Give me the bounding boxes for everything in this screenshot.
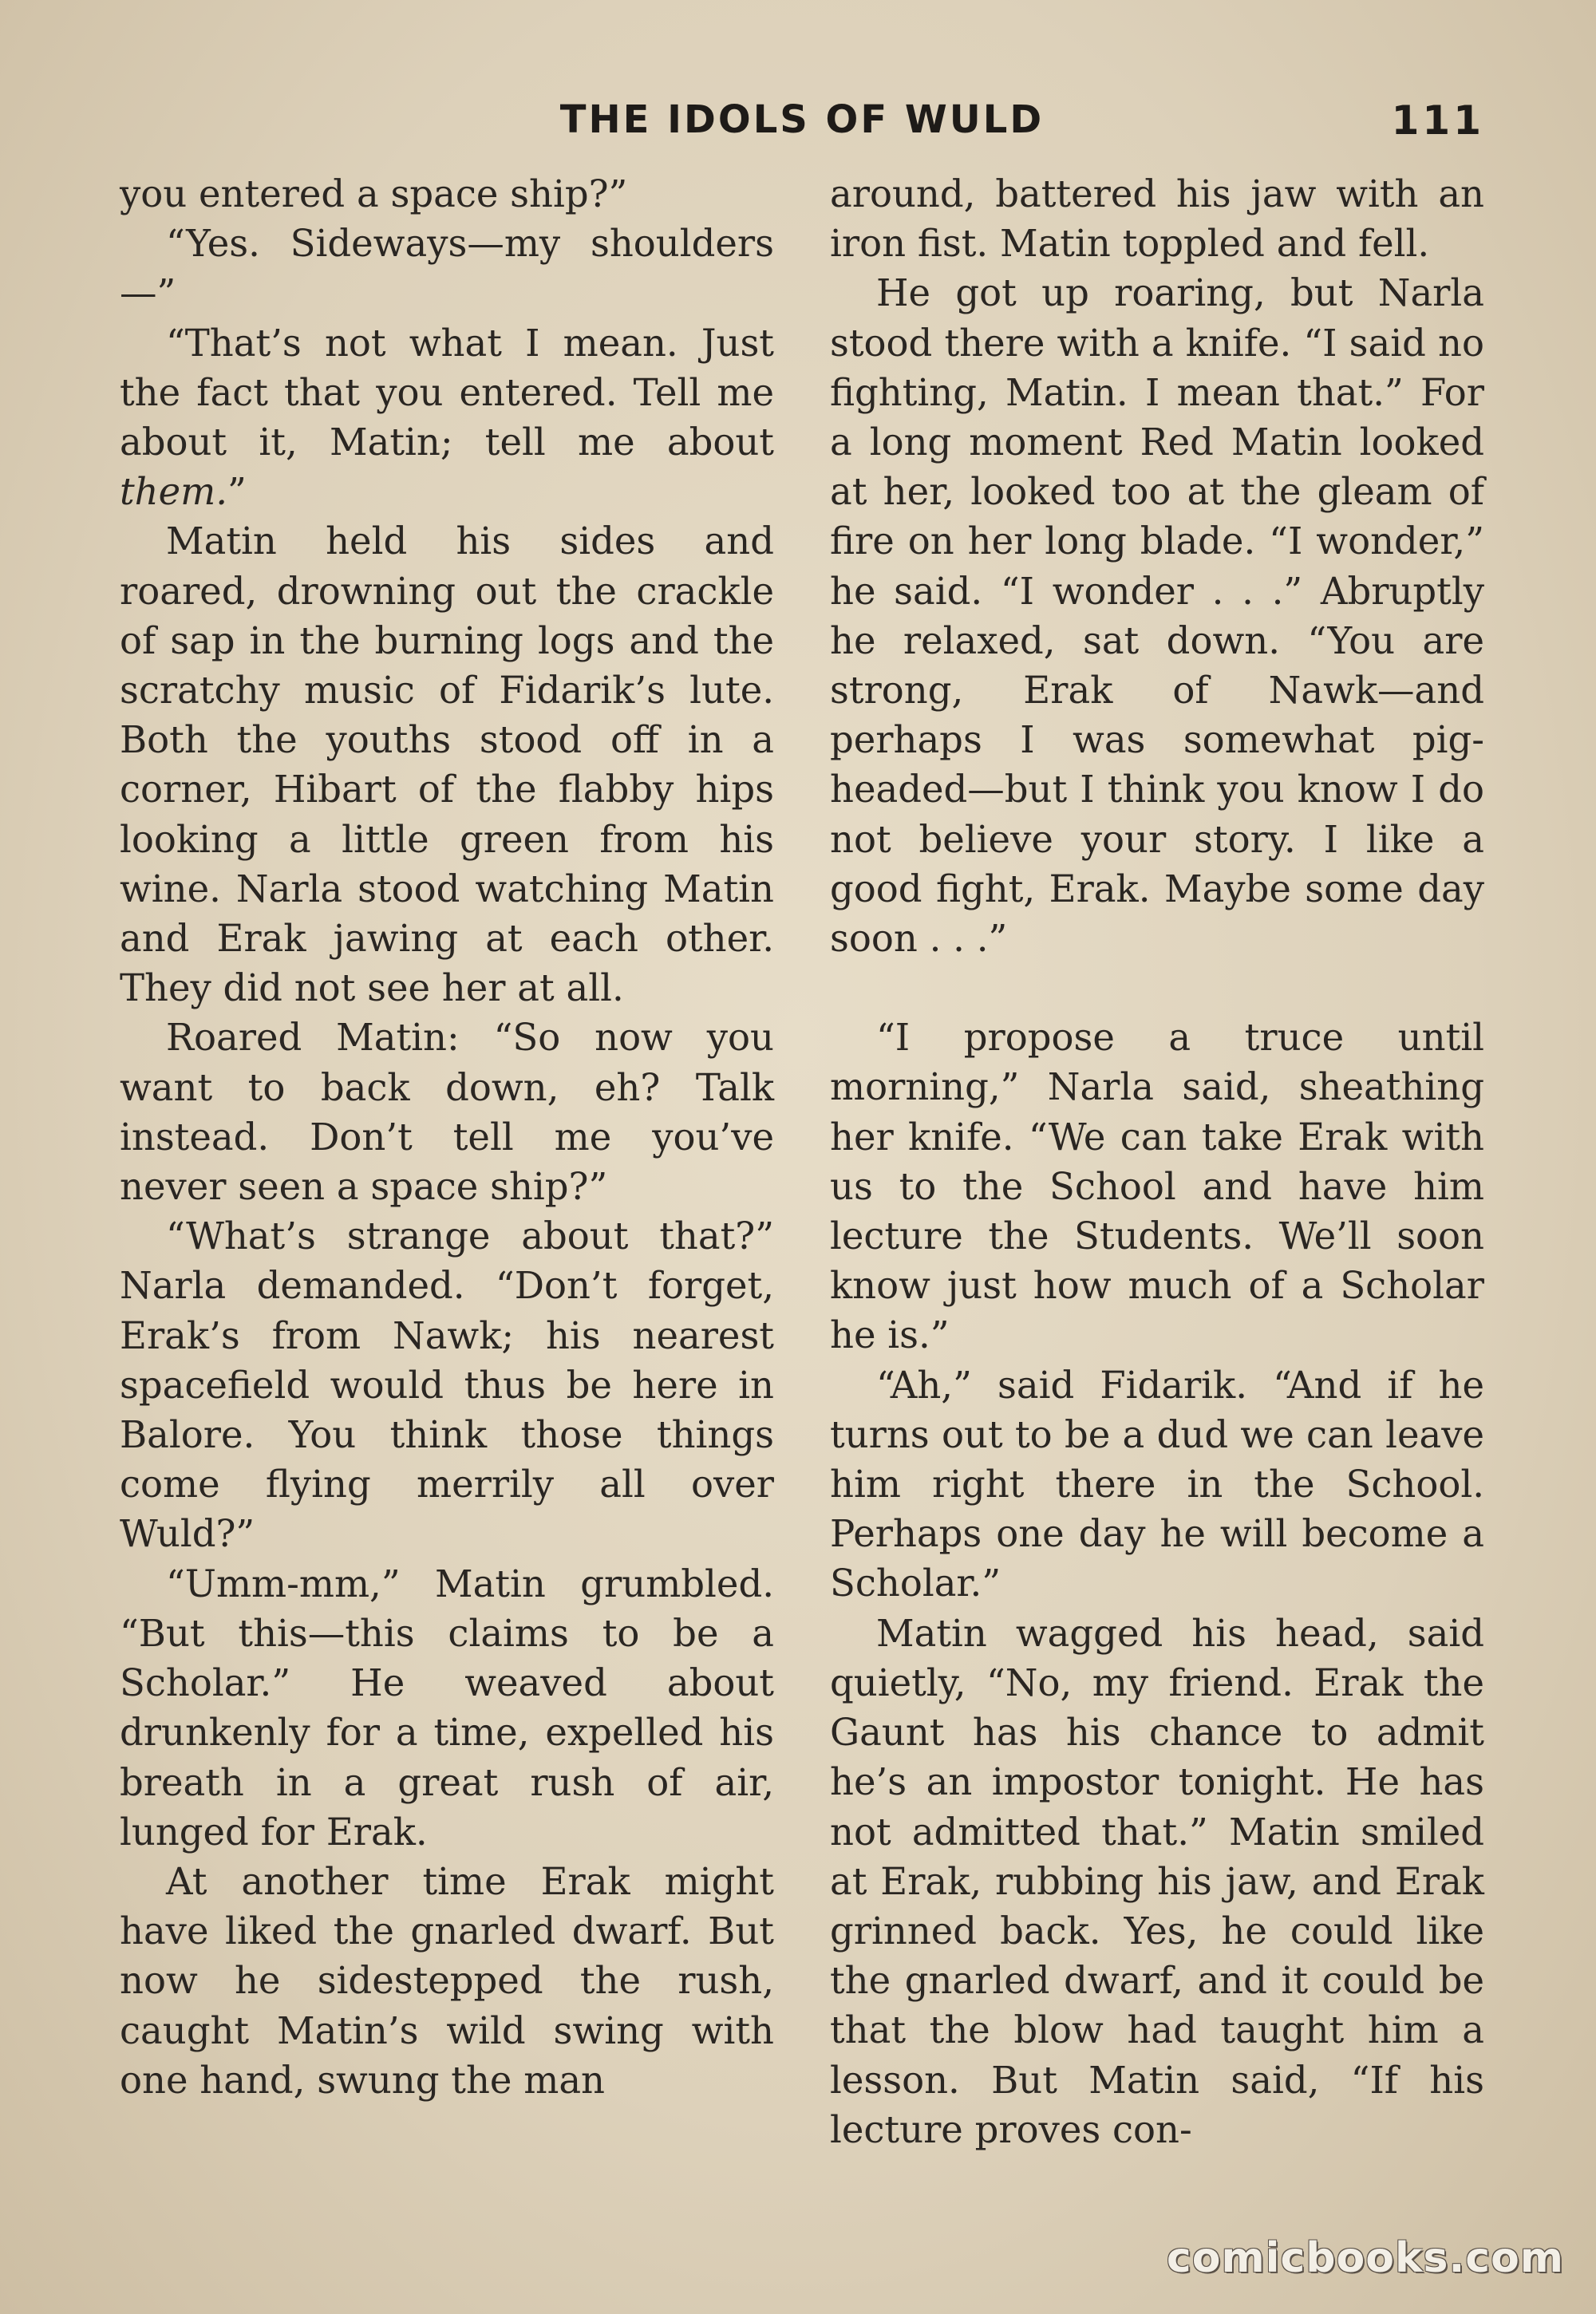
watermark-logo: comicbooks.com [1166, 2234, 1564, 2282]
left-column [120, 169, 774, 2105]
paragraph: you entered a space ship?” [120, 172, 628, 215]
paragraph: Roared Matin: “So now you want to back down, eh? Talk instead. Don’t tell me you’ve never seen a space ship?” [120, 1016, 774, 1209]
paragraph: At another time Erak might have liked the gnarled dwarf. But now he sidestepped the rush, caught Matin’s wild swing with one hand, swung the man [120, 1859, 774, 2102]
paragraph: “Yes. Sideways—my shoulders—” [120, 222, 774, 315]
paragraph [120, 318, 774, 517]
paragraph: Matin wagged his head, said quietly, “No, my friend. Erak the Gaunt has his chance to admit he’s an impostor tonight. He has not admitted that.” Matin smiled at Erak, rubbing his jaw, and Erak grinned back. Yes, he could like the gnarled dwarf, and it could be that the blow had taught him a lesson. But Matin said, “If his lecture proves con- [830, 1611, 1484, 2151]
paragraph: “What’s strange about that?” Narla demanded. “Don’t forget, Erak’s from Nawk; his nearest spacefield would thus be here in Balore. You think those things come flying merrily all over Wuld?” [120, 1214, 774, 1556]
paragraph: “Umm-mm,” Matin grumbled. “But this—this claims to be a Scholar.” He weaved about drunkenly for a time, expelled his breath in a great rush of air, lunged for Erak. [120, 1562, 774, 1854]
page-header [120, 97, 1484, 153]
paragraph: Matin held his sides and roared, drowning out the crackle of sap in the burning logs and the scratchy music of Fidarik’s lute. Both the youths stood off in a corner, Hibart of the flabby hips looking a little green from his wine. Narla stood watching Matin and Erak jawing at each other. They did not see her at all. [120, 519, 774, 1010]
paragraph-text: “That’s not what I mean. Just the fact that you entered. Tell me about it, Matin; tell me about [120, 321, 774, 464]
closing-quote: ” [227, 470, 247, 514]
running-title: THE IDOLS OF WULD [559, 97, 1045, 142]
paragraph: “Ah,” said Fidarik. “And if he turns out to be a dud we can leave him right there in the School. Perhaps one day he will become a Scholar.” [830, 1363, 1484, 1605]
right-column [830, 169, 1484, 2154]
page-number: 111 [1391, 97, 1484, 144]
paragraph: around, battered his jaw with an iron fist. Matin toppled and fell. [830, 172, 1484, 266]
emphasis-text: them. [120, 470, 228, 514]
paragraph: He got up roaring, but Narla stood there with a knife. “I said no fighting, Matin. I mean that.” For a long moment Red Matin looked at her, looked too at the gleam of fire on her long blade. “I wonder,” he said. “I wonder . . .” Abruptly he relaxed, sat down. “You are strong, Erak of Nawk—and perhaps I was somewhat pig-headed—but I think you know I do not believe your story. I like a good fight, Erak. Maybe some day soon . . .” [830, 271, 1484, 961]
paragraph: “I propose a truce until morning,” Narla said, sheathing her knife. “We can take Erak with us to the School and have him lecture the Students. We’ll soon know just how much of a Scholar he is.” [830, 1016, 1484, 1357]
